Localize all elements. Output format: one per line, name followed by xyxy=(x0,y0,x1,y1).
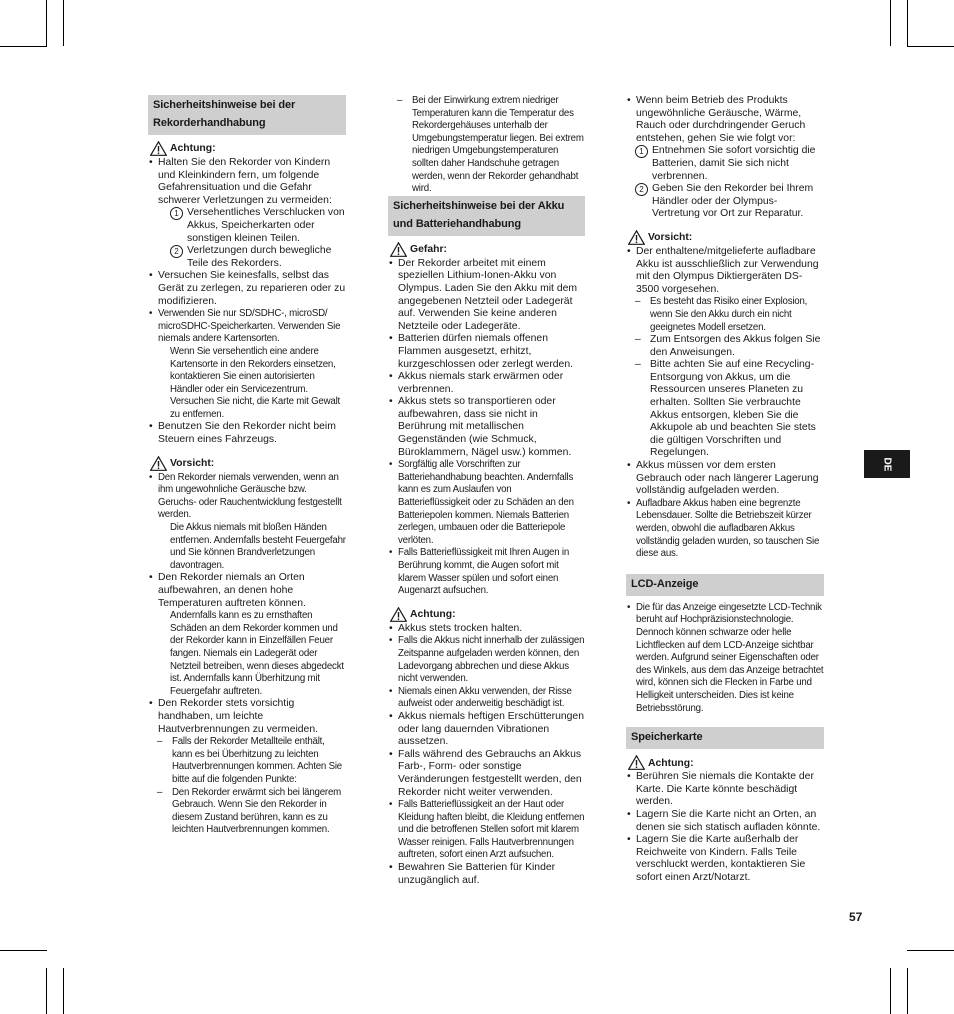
gefahr-label: Gefahr: xyxy=(390,242,585,257)
warning-triangle-icon xyxy=(628,230,645,245)
crop-mark xyxy=(46,968,47,1014)
list-item: • Den Rekorder niemals verwenden, wenn an ihm ungewohnliche Geräusche bzw. Geruchs- oder Rauchentwicklung festgestellt werden. xyxy=(149,471,342,521)
numbered-item: 2 Geben Sie den Rekorder bei Ihrem Händler oder der Olympus-Vertretung vor Ort zur Reparatur. xyxy=(635,183,824,221)
crop-mark xyxy=(890,968,891,1014)
list-item: • Die für das Anzeige eingesetzte LCD-Technik beruht auf Hochpräzisionstechnologie. Dennoch können schwarze oder helle Lichtflecken auf dem LCD-Anzeige sichtbar werden. Aufgrund seiner Eigenschaften oder des Winkels, aus dem das Anzeige betrachtet wird, können sich die Flecken in Farbe und Helligkeit unterscheiden. Dies ist keine Betriebsstörung. xyxy=(627,601,824,714)
dash-item: – Falls der Rekorder Metallteile enthält, kann es bei Überhitzung zu leichten Hautverbrennungen kommen. Achten Sie bitte auf die folgenden Punkte: xyxy=(157,736,342,785)
list-item: • Aufladbare Akkus haben eine begrenzte Lebensdauer. Sollte die Betriebszeit kürzer werden, obwohl die aufladbaren Akkus vollständig geladen wurden, so tauschen Sie diese aus. xyxy=(627,497,820,560)
dash-item: – Zum Entsorgen des Akkus folgen Sie den Anweisungen. xyxy=(635,334,821,358)
list-item: • Lagern Sie die Karte nicht an Orten, an denen sie sich statisch aufladen könnte. xyxy=(627,808,821,833)
section-heading-lcd: LCD-Anzeige xyxy=(626,574,824,596)
dash-item: – Den Rekorder erwärmt sich bei längerem Gebrauch. Wenn Sie den Rekorder in diesem Zustand berühren, kann es zu leichten Hautverbrennungen kommen. xyxy=(157,786,341,836)
warning-triangle-icon xyxy=(390,607,407,622)
crop-mark xyxy=(890,0,891,46)
column-3 xyxy=(626,95,824,884)
language-tab: DE xyxy=(864,450,910,478)
crop-mark xyxy=(907,0,908,46)
achtung-label: Achtung: xyxy=(628,755,824,770)
list-item: • Akkus niemals stark erwärmen oder verbrennen. xyxy=(389,371,564,395)
dash-item: – Bitte achten Sie auf eine Recycling-Entsorgung von Akkus, um die Ressourcen unseres Planeten zu erhalten. Sollten Sie verbrauchte Akkus entsorgen, kleben Sie die Akkupole ab und beachten Sie stets die gültigen Vorschriften und Regelungen. xyxy=(635,359,816,459)
list-item: • Verwenden Sie nur SD/SDHC-, microSD/ microSDHC-Speicherkarten. Verwenden Sie niemals andere Kartensorten. xyxy=(149,308,341,345)
warning-triangle-icon xyxy=(150,456,167,471)
list-item: • Den Rekorder stets vorsichtig handhaben, um leichte Hautverbrennungen zu vermeiden. xyxy=(149,698,318,735)
vorsicht-label: Vorsicht: xyxy=(150,456,346,471)
section-heading-recorder: Sicherheitshinweise bei der Rekorderhandhabung xyxy=(148,95,346,135)
list-item-continuation: Wenn Sie versehentlich eine andere Kartensorte in den Rekorders einsetzen, kontaktieren Sie einen autorisierten Händler oder ein Servicezentrum. Versuchen Sie nicht, die Karte mit Gewalt zu entfernen. xyxy=(170,345,341,420)
list-item: • Falls die Akkus nicht innerhalb der zulässigen Zeitspanne aufgeladen werden können, den Ladevorgang abbrechen und diese Akkus nicht verwenden. xyxy=(389,635,585,685)
section-heading-card: Speicherkarte xyxy=(626,727,824,749)
warning-triangle-icon xyxy=(150,141,167,156)
page-number: 57 xyxy=(849,910,863,924)
crop-mark xyxy=(907,950,954,951)
list-item: • Akkus stets trocken halten. xyxy=(389,622,523,634)
dash-item: – Bei der Einwirkung extrem niedriger Temperaturen kann die Temperatur des Rekordergehäuses unterhalb der Umgebungstemperatur liegen. Bei extrem niedrigen Umgebungstemperaturen sollten daher Handschuhe getragen werden, wenn der Rekorder gehandhabt wird. xyxy=(397,95,584,195)
crop-mark xyxy=(63,968,64,1014)
list-item: • Versuchen Sie keinesfalls, selbst das Gerät zu zerlegen, zu reparieren oder zu modifizieren. xyxy=(149,270,346,307)
list-item: • Akkus niemals heftigen Erschütterungen oder lang dauernden Vibrationen aussetzen. xyxy=(389,710,584,748)
list-item: • Lagern Sie die Karte außerhalb der Reichweite von Kindern. Falls Teile verschluckt werden, kontaktieren Sie sofort einen Arzt/Notarzt. xyxy=(627,834,806,883)
warning-triangle-icon xyxy=(628,755,645,770)
list-item: • Den Rekorder niemals an Orten aufbewahren, an denen hohe Temperaturen auftreten können. xyxy=(149,572,306,609)
list-item: • Sorgfältig alle Vorschriften zur Batteriehandhabung beachten. Andernfalls kann es zum Auslaufen von Batterieflüssigkeit oder zu Schäden an den Batteriepolen kommen. Niemals Batterien zerlegen, umbauen oder die Batteriepole verlöten. xyxy=(389,459,574,546)
warning-triangle-icon xyxy=(390,242,407,257)
achtung-label: Achtung: xyxy=(390,607,585,622)
list-item: • Berühren Sie niemals die Kontakte der Karte. Die Karte könnte beschädigt werden. xyxy=(627,771,814,808)
crop-mark xyxy=(0,950,47,951)
list-item: • Der enthaltene/mitgelieferte aufladbare Akku ist ausschließlich zur Verwendung mit den Olympus Diktiergeräten DS-3500 vorgesehen. xyxy=(627,245,819,295)
section-heading-battery: Sicherheitshinweise bei der Akku und Batteriehandhabung xyxy=(388,196,585,236)
list-item: • Akkus stets so transportieren oder aufbewahren, dass sie nicht in Berührung mit metallischen Gegenständen (wie Schmuck, Büroklammern, Nägel usw.) kommen. xyxy=(389,396,572,458)
crop-mark xyxy=(907,968,908,1014)
dash-item: – Es besteht das Risiko einer Explosion, wenn Sie den Akku durch ein nicht geeignetes Modell ersetzen. xyxy=(635,296,808,333)
column-2 xyxy=(388,95,585,887)
column-1 xyxy=(148,95,346,837)
list-item-continuation: Andernfalls kann es zu ernsthaften Schäden an dem Rekorder kommen und der Rekorder kann in Einzelfällen Feuer fangen. Niemals ein Ladegerät oder Netzteil betreiben, wenn dieses abgedeckt ist. Andernfalls kann Überhitzung mit Feuergefahr auftreten. xyxy=(170,610,344,697)
numbered-item: 1 Versehentliches Verschlucken von Akkus, Speicherkarten oder sonstigen kleinen Teilen. xyxy=(170,207,346,245)
list-item: • Benutzen Sie den Rekorder nicht beim Steuern eines Fahrzeugs. xyxy=(149,421,336,446)
list-item: • Halten Sie den Rekorder von Kindern und Kleinkindern fern, um folgende Gefahrensituation und die Gefahr schwerer Verletzungen zu vermeiden: xyxy=(149,157,332,206)
list-item: • Niemals einen Akku verwenden, der Risse aufweist oder anderweitig beschädigt ist. xyxy=(389,685,572,710)
crop-mark xyxy=(0,46,47,47)
list-item: • Wenn beim Betrieb des Produkts ungewöhnliche Geräusche, Wärme, Rauch oder durchdringender Geruch entstehen, gehen Sie wie folgt vor: xyxy=(627,95,806,144)
numbered-item: 1 Entnehmen Sie sofort vorsichtig die Batterien, damit Sie sich nicht verbrennen. xyxy=(635,145,824,183)
crop-mark xyxy=(63,0,64,46)
list-item: • Der Rekorder arbeitet mit einem speziellen Lithium-Ionen-Akku von Olympus. Laden Sie den Akku mit dem angegebenen Netzteil oder Ladegerät auf. Verwenden Sie keine anderen Netzteile oder Ladegeräte. xyxy=(389,257,578,332)
list-item: • Falls Batterieflüssigkeit an der Haut oder Kleidung haften bleibt, die Kleidung entfernen und die betroffenen Stellen sofort mit klarem Wasser reinigen. Falls Hautverbrennungen auftreten, sofort einen Arzt aufsuchen. xyxy=(389,799,585,861)
numbered-item: 2 Verletzungen durch bewegliche Teile des Rekorders. xyxy=(170,245,346,270)
crop-mark xyxy=(907,46,954,47)
list-item: • Batterien dürfen niemals offenen Flammen ausgesetzt, erhitzt, kurzgeschlossen oder zerlegt werden. xyxy=(389,333,574,370)
list-item-continuation: Die Akkus niemals mit bloßen Händen entfernen. Andernfalls besteht Feuergefahr und Sie können Brandverletzungen davontragen. xyxy=(170,522,346,571)
achtung-label: Achtung: xyxy=(150,141,346,156)
list-item: • Akkus müssen vor dem ersten Gebrauch oder nach längerer Lagerung vollständig aufgeladen werden. xyxy=(627,460,819,497)
vorsicht-label: Vorsicht: xyxy=(628,230,824,245)
list-item: • Falls während des Gebrauchs an Akkus Farb-, Form- oder sonstige Veränderungen festgestellt werden, den Rekorder nicht weiter verwenden. xyxy=(389,748,582,798)
list-item: • Bewahren Sie Batterien für Kinder unzugänglich auf. xyxy=(389,862,556,886)
crop-mark xyxy=(46,0,47,46)
list-item: • Falls Batterieflüssigkeit mit Ihren Augen in Berührung kommt, die Augen sofort mit klarem Wasser spülen und sofort einen Augenarzt aufsuchen. xyxy=(389,547,570,597)
